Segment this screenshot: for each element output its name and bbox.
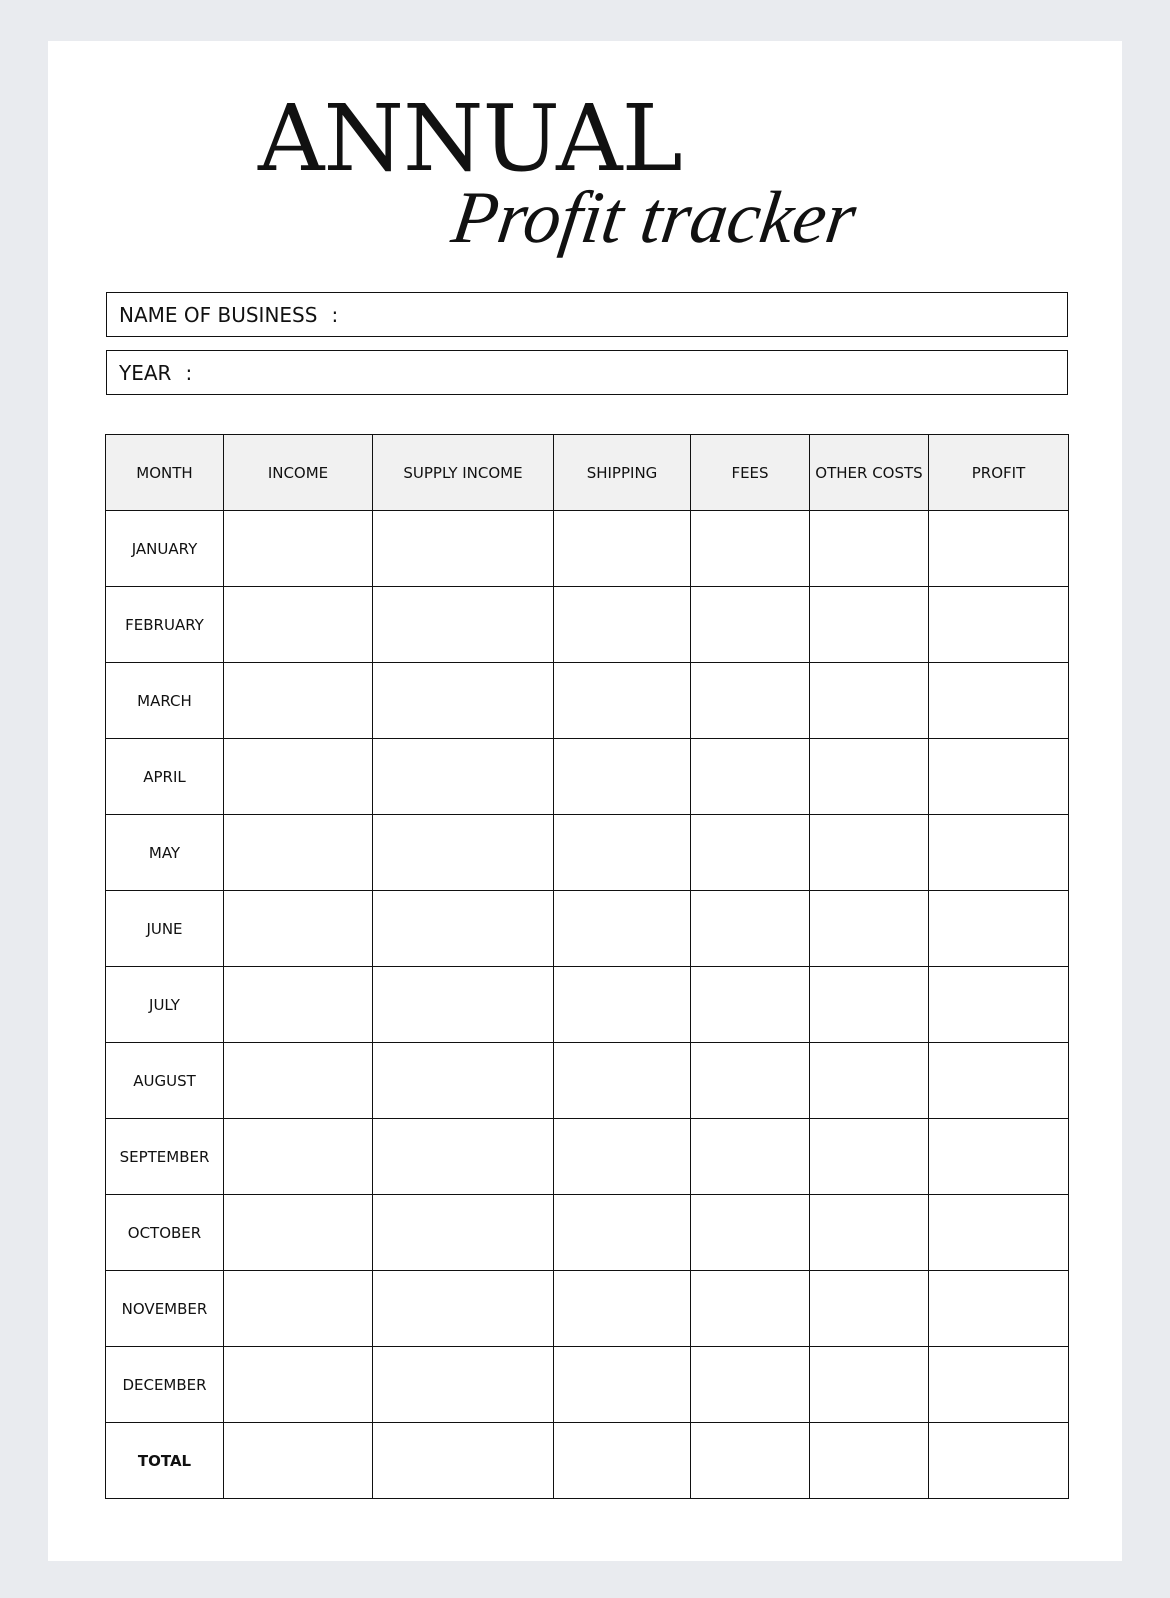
month-label: APRIL <box>106 739 224 815</box>
shipping-cell[interactable] <box>554 967 691 1043</box>
tracker-page <box>48 41 1122 1561</box>
total-label: TOTAL <box>106 1423 224 1499</box>
shipping-cell[interactable] <box>554 1195 691 1271</box>
table-row <box>106 739 1069 815</box>
shipping-cell[interactable] <box>554 1043 691 1119</box>
fees-cell[interactable] <box>691 511 810 587</box>
income-cell[interactable] <box>224 1423 373 1499</box>
month-label: OCTOBER <box>106 1195 224 1271</box>
table-row <box>106 967 1069 1043</box>
other-costs-cell[interactable] <box>810 1271 929 1347</box>
other-costs-cell[interactable] <box>810 739 929 815</box>
year-label: YEAR <box>119 360 172 385</box>
fees-cell[interactable] <box>691 1347 810 1423</box>
income-cell[interactable] <box>224 663 373 739</box>
profit-cell[interactable] <box>929 1347 1069 1423</box>
column-header-income: INCOME <box>224 435 373 511</box>
shipping-cell[interactable] <box>554 511 691 587</box>
income-cell[interactable] <box>224 1043 373 1119</box>
other-costs-cell[interactable] <box>810 1119 929 1195</box>
table-row <box>106 891 1069 967</box>
fees-cell[interactable] <box>691 891 810 967</box>
column-header-month: MONTH <box>106 435 224 511</box>
year-field[interactable] <box>106 350 1068 395</box>
total-row <box>106 1423 1069 1499</box>
other-costs-cell[interactable] <box>810 967 929 1043</box>
column-header-fees: FEES <box>691 435 810 511</box>
other-costs-cell[interactable] <box>810 891 929 967</box>
supply-income-cell[interactable] <box>373 815 554 891</box>
income-cell[interactable] <box>224 891 373 967</box>
page-subtitle: Profit tracker <box>447 177 861 259</box>
table-row <box>106 511 1069 587</box>
profit-cell[interactable] <box>929 1271 1069 1347</box>
month-label: AUGUST <box>106 1043 224 1119</box>
profit-cell[interactable] <box>929 587 1069 663</box>
business-name-field[interactable] <box>106 292 1068 337</box>
fees-cell[interactable] <box>691 1043 810 1119</box>
table-row <box>106 587 1069 663</box>
profit-cell[interactable] <box>929 739 1069 815</box>
column-header-profit: PROFIT <box>929 435 1069 511</box>
month-label: FEBRUARY <box>106 587 224 663</box>
profit-cell[interactable] <box>929 1195 1069 1271</box>
profit-cell[interactable] <box>929 967 1069 1043</box>
other-costs-cell[interactable] <box>810 815 929 891</box>
other-costs-cell[interactable] <box>810 1195 929 1271</box>
fees-cell[interactable] <box>691 739 810 815</box>
income-cell[interactable] <box>224 967 373 1043</box>
table-row <box>106 815 1069 891</box>
other-costs-cell[interactable] <box>810 587 929 663</box>
income-cell[interactable] <box>224 1195 373 1271</box>
profit-cell[interactable] <box>929 891 1069 967</box>
income-cell[interactable] <box>224 1271 373 1347</box>
profit-cell[interactable] <box>929 1423 1069 1499</box>
other-costs-cell[interactable] <box>810 663 929 739</box>
table-row <box>106 1195 1069 1271</box>
income-cell[interactable] <box>224 815 373 891</box>
supply-income-cell[interactable] <box>373 1195 554 1271</box>
supply-income-cell[interactable] <box>373 1043 554 1119</box>
table-row <box>106 663 1069 739</box>
fees-cell[interactable] <box>691 1271 810 1347</box>
income-cell[interactable] <box>224 739 373 815</box>
column-header-supply-income: SUPPLY INCOME <box>373 435 554 511</box>
table-header-row <box>106 435 1069 511</box>
month-label: MAY <box>106 815 224 891</box>
fees-cell[interactable] <box>691 815 810 891</box>
table-row <box>106 1043 1069 1119</box>
supply-income-cell[interactable] <box>373 1423 554 1499</box>
page-title: ANNUAL <box>258 85 682 192</box>
month-label: JANUARY <box>106 511 224 587</box>
month-label: NOVEMBER <box>106 1271 224 1347</box>
supply-income-cell[interactable] <box>373 739 554 815</box>
month-label: JULY <box>106 967 224 1043</box>
shipping-cell[interactable] <box>554 1347 691 1423</box>
month-label: SEPTEMBER <box>106 1119 224 1195</box>
income-cell[interactable] <box>224 511 373 587</box>
business-name-separator: : <box>331 302 339 327</box>
profit-cell[interactable] <box>929 511 1069 587</box>
fees-cell[interactable] <box>691 1423 810 1499</box>
other-costs-cell[interactable] <box>810 1043 929 1119</box>
table-row <box>106 1271 1069 1347</box>
supply-income-cell[interactable] <box>373 663 554 739</box>
shipping-cell[interactable] <box>554 739 691 815</box>
supply-income-cell[interactable] <box>373 1119 554 1195</box>
shipping-cell[interactable] <box>554 587 691 663</box>
fees-cell[interactable] <box>691 1119 810 1195</box>
supply-income-cell[interactable] <box>373 1347 554 1423</box>
fees-cell[interactable] <box>691 587 810 663</box>
shipping-cell[interactable] <box>554 1423 691 1499</box>
income-cell[interactable] <box>224 1119 373 1195</box>
month-label: MARCH <box>106 663 224 739</box>
fees-cell[interactable] <box>691 663 810 739</box>
profit-cell[interactable] <box>929 815 1069 891</box>
column-header-other-costs: OTHER COSTS <box>810 435 929 511</box>
supply-income-cell[interactable] <box>373 587 554 663</box>
month-label: DECEMBER <box>106 1347 224 1423</box>
table-row <box>106 1347 1069 1423</box>
profit-cell[interactable] <box>929 1043 1069 1119</box>
shipping-cell[interactable] <box>554 891 691 967</box>
profit-cell[interactable] <box>929 1119 1069 1195</box>
income-cell[interactable] <box>224 1347 373 1423</box>
business-name-label: NAME OF BUSINESS <box>119 302 318 327</box>
shipping-cell[interactable] <box>554 815 691 891</box>
supply-income-cell[interactable] <box>373 891 554 967</box>
profit-cell[interactable] <box>929 663 1069 739</box>
other-costs-cell[interactable] <box>810 511 929 587</box>
other-costs-cell[interactable] <box>810 1423 929 1499</box>
shipping-cell[interactable] <box>554 663 691 739</box>
supply-income-cell[interactable] <box>373 967 554 1043</box>
year-separator: : <box>185 360 193 385</box>
other-costs-cell[interactable] <box>810 1347 929 1423</box>
income-cell[interactable] <box>224 587 373 663</box>
column-header-shipping: SHIPPING <box>554 435 691 511</box>
profit-table <box>105 434 1069 1499</box>
shipping-cell[interactable] <box>554 1119 691 1195</box>
supply-income-cell[interactable] <box>373 1271 554 1347</box>
supply-income-cell[interactable] <box>373 511 554 587</box>
table-row <box>106 1119 1069 1195</box>
month-label: JUNE <box>106 891 224 967</box>
table-body <box>106 511 1069 1499</box>
fees-cell[interactable] <box>691 1195 810 1271</box>
shipping-cell[interactable] <box>554 1271 691 1347</box>
fees-cell[interactable] <box>691 967 810 1043</box>
